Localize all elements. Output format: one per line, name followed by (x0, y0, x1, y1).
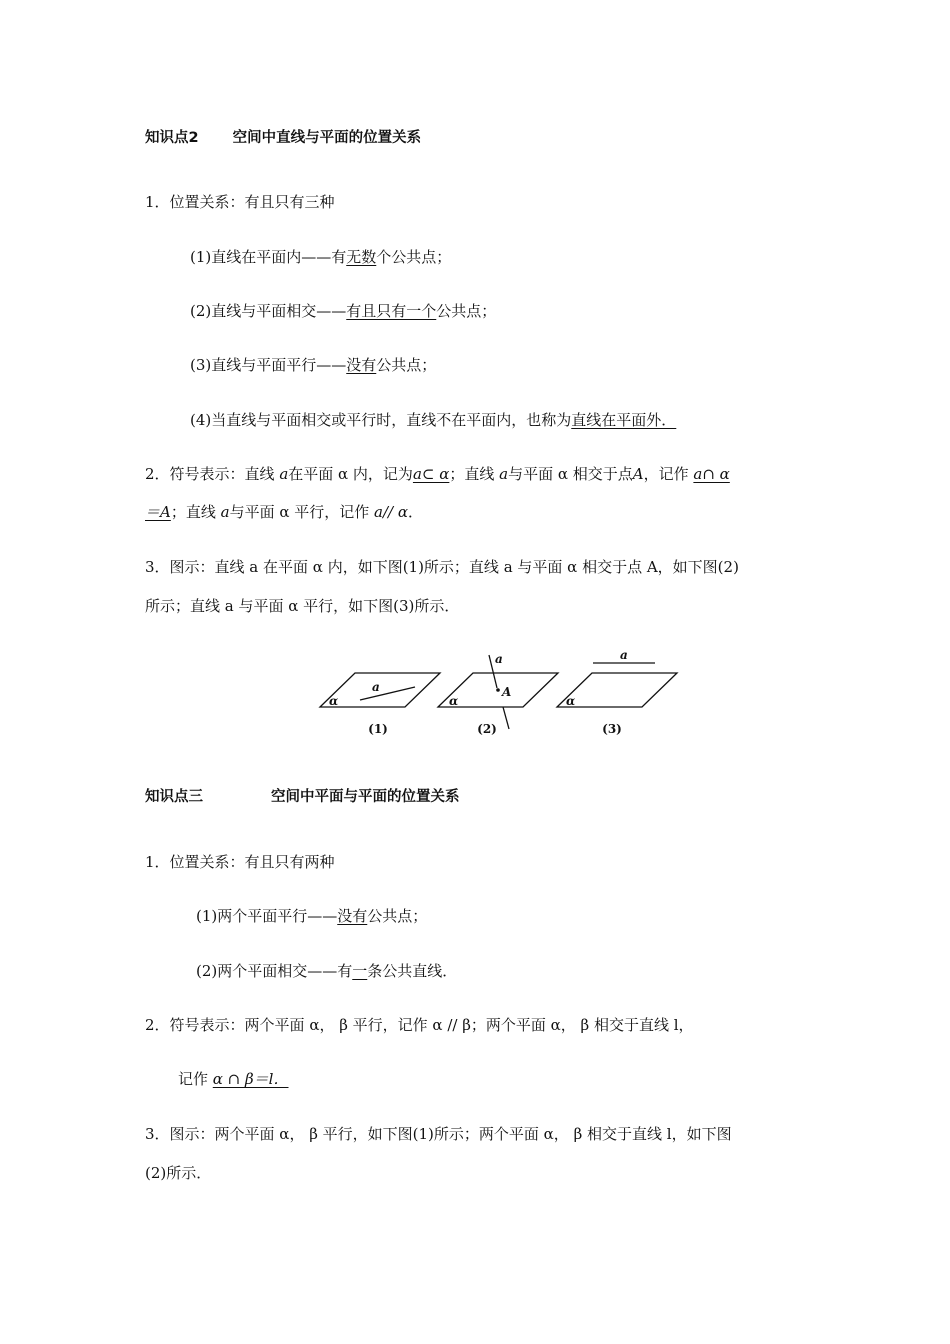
s3-item3-line1: 3．图示：两个平面 α， β 平行，如下图(1)所示；两个平面 α， β 相交于直线 l，如下图 (145, 1125, 732, 1143)
section2-heading-title: 空间中直线与平面的位置关系 (232, 130, 422, 146)
caption-2: (2) (477, 722, 497, 736)
section3-heading-label: 知识点三 (145, 789, 203, 805)
answer-underline: 无数 (346, 248, 377, 266)
label-A: A (502, 685, 512, 699)
answer-underline: 没有 (346, 356, 377, 374)
section2-heading (145, 128, 421, 148)
s3-item2-line1: 2．符号表示：两个平面 α， β 平行，记作 α // β；两个平面 α， β 相交于直线 l， (145, 1016, 694, 1034)
s2-item1-sub3: (3)直线与平面平行——没有公共点； (190, 356, 437, 374)
s3-item1-sub1: (1)两个平面平行——没有公共点； (196, 907, 428, 925)
s2-item2-line1: 2．符号表示：直线 a在平面 α 内，记为a⊂ α；直线 a与平面 α 相交于点A，记作 a∩ α (145, 465, 730, 483)
s2-item1-sub1: (1)直线在平面内——有无数个公共点； (190, 248, 452, 266)
s2-item3-line1: 3．图示：直线 a 在平面 α 内，如下图(1)所示；直线 a 与平面 α 相交于点 A，如下图(2) (145, 558, 739, 576)
s3-item1-sub2: (2)两个平面相交——有一条公共直线． (196, 962, 458, 980)
answer-underline: 一 (352, 962, 368, 980)
s2-item1: 1．位置关系：有且只有三种 (145, 193, 335, 211)
label-alpha-2: α (449, 694, 459, 708)
section3-heading-title: 空间中平面与平面的位置关系 (271, 789, 460, 805)
s2-item3-line2: 所示；直线 a 与平面 α 平行，如下图(3)所示． (145, 597, 460, 615)
answer-underline: 没有 (337, 907, 368, 925)
line-a-in-plane (360, 687, 415, 700)
line-a-intersecting-bottom (503, 707, 509, 729)
s3-item2-line2: 记作 α ∩ β＝l． (178, 1070, 289, 1088)
answer-underline: 有且只有一个 (346, 302, 437, 320)
point-A (496, 688, 500, 692)
line-plane-figure (315, 645, 690, 745)
label-alpha-1: α (329, 694, 339, 708)
label-alpha-3: α (566, 694, 576, 708)
section3-heading (145, 787, 460, 807)
caption-1: (1) (368, 722, 388, 736)
s3-item3-line2: (2)所示． (145, 1164, 212, 1182)
section2-heading-label: 知识点2 (145, 130, 199, 146)
answer-underline: 直线在平面外． (571, 411, 677, 429)
label-a-1: a (372, 680, 380, 694)
answer-underline: α ∩ β＝l． (212, 1070, 289, 1088)
answer-underline: ＝A (145, 503, 171, 521)
caption-3: (3) (602, 722, 622, 736)
s3-item1: 1．位置关系：有且只有两种 (145, 853, 335, 871)
label-a-3: a (620, 648, 628, 662)
s2-item1-sub2: (2)直线与平面相交——有且只有一个公共点； (190, 302, 497, 320)
s2-item2-line2: ＝A；直线 a与平面 α 平行，记作 a// α． (145, 503, 423, 521)
label-a-2: a (495, 652, 503, 666)
answer-underline: a⊂ α (412, 465, 450, 483)
s2-item1-sub4: (4)当直线与平面相交或平行时，直线不在平面内，也称为直线在平面外． (190, 411, 677, 429)
answer-underline: a∩ α (693, 465, 730, 483)
